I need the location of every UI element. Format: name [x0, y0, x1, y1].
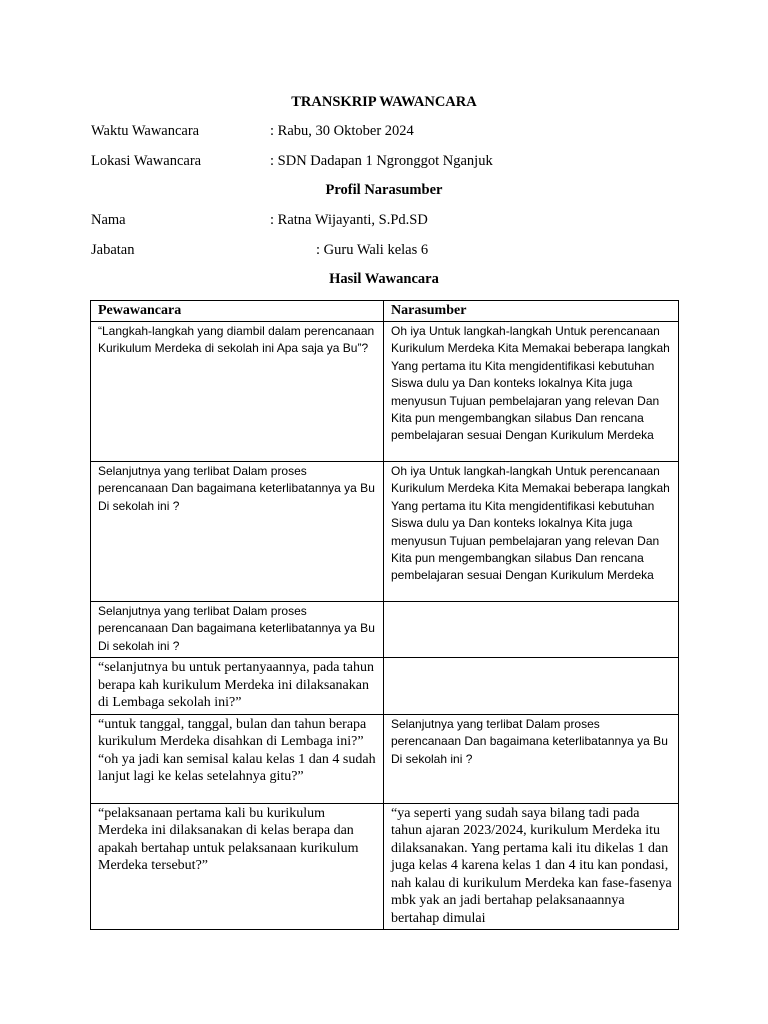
document-title: TRANSKRIP WAWANCARA — [291, 94, 477, 110]
pewawancara-cell: “selanjutnya bu untuk pertanyaannya, pada tahun berapa kah kurikulum Merdeka ini dilaksanakan di Lembaga sekolah ini?” — [91, 658, 384, 715]
waktu-value: : Rabu, 30 Oktober 2024 — [270, 123, 414, 139]
pewawancara-cell: Selanjutnya yang terlibat Dalam proses perencanaan Dan bagaimana keterlibatannya ya Bu Di sekolah ini ? — [91, 462, 384, 602]
pewawancara-question-2: “oh ya jadi kan semisal kalau kelas 1 dan 4 sudah lanjut lagi ke kelas setelahnya gitu?” — [98, 751, 376, 785]
pewawancara-cell — [91, 714, 384, 803]
table-row — [91, 462, 679, 602]
header-narasumber: Narasumber — [384, 301, 679, 322]
interview-table — [90, 300, 679, 930]
narasumber-cell: Selanjutnya yang terlibat Dalam proses perencanaan Dan bagaimana keterlibatannya ya Bu Di sekolah ini ? — [384, 714, 679, 803]
narasumber-cell: Oh iya Untuk langkah-langkah Untuk perencanaan Kurikulum Merdeka Kita Memakai beberapa langkah Yang pertama itu Kita mengidentifikasi kebutuhan Siswa dulu ya Dan konteks lokalnya Kita juga menyusun Tujuan pembelajaran yang relevan Dan Kita pun mengembangkan silabus Dan rencana pembelajaran sesuai Dengan Kurikulum Merdeka — [384, 462, 679, 602]
lokasi-value: : SDN Dadapan 1 Ngronggot Nganjuk — [270, 153, 493, 169]
narasumber-cell: “ya seperti yang sudah saya bilang tadi pada tahun ajaran 2023/2024, kurikulum Merdeka itu dilaksanakan. Yang pertama kali itu dikelas 1 dan juga kelas 4 karena kelas 1 dan 4 itu kan pondasi, nah kalau di kurikulum Merdeka kan fase-fasenya mbk yak an jadi bertahap pelaksanaannya bertahap dimulai — [384, 803, 679, 930]
profile-heading: Profil Narasumber — [325, 182, 443, 198]
table-row — [91, 658, 679, 715]
pewawancara-question-1: “untuk tanggal, tanggal, bulan dan tahun berapa kurikulum Merdeka disahkan di Lembaga ini?” — [98, 716, 367, 750]
pewawancara-cell: Selanjutnya yang terlibat Dalam proses perencanaan Dan bagaimana keterlibatannya ya Bu Di sekolah ini ? — [91, 602, 384, 658]
table-header-row — [91, 301, 679, 322]
lokasi-label: Lokasi Wawancara — [91, 153, 202, 169]
waktu-label: Waktu Wawancara — [91, 123, 200, 139]
narasumber-cell — [384, 658, 679, 715]
nama-value: : Ratna Wijayanti, S.Pd.SD — [270, 212, 428, 228]
nama-label: Nama — [91, 212, 126, 228]
narasumber-cell: Oh iya Untuk langkah-langkah Untuk perencanaan Kurikulum Merdeka Kita Memakai beberapa langkah Yang pertama itu Kita mengidentifikasi kebutuhan Siswa dulu ya Dan konteks lokalnya Kita juga menyusun Tujuan pembelajaran yang relevan Dan Kita pun mengembangkan silabus Dan rencana pembelajaran sesuai Dengan Kurikulum Merdeka — [384, 322, 679, 462]
jabatan-label: Jabatan — [91, 242, 135, 258]
table-row — [91, 714, 679, 803]
table-row — [91, 803, 679, 930]
table-row — [91, 322, 679, 462]
narasumber-cell — [384, 602, 679, 658]
header-pewawancara: Pewawancara — [91, 301, 384, 322]
jabatan-value: : Guru Wali kelas 6 — [316, 242, 429, 258]
table-row — [91, 602, 679, 658]
pewawancara-cell: “pelaksanaan pertama kali bu kurikulum Merdeka ini dilaksanakan di kelas berapa dan apakah bertahap untuk pelaksanaan kurikulum Merdeka tersebut?” — [91, 803, 384, 930]
results-heading: Hasil Wawancara — [329, 271, 439, 287]
pewawancara-cell: “Langkah-langkah yang diambil dalam perencanaan Kurikulum Merdeka di sekolah ini Apa saja ya Bu”? — [91, 322, 384, 462]
